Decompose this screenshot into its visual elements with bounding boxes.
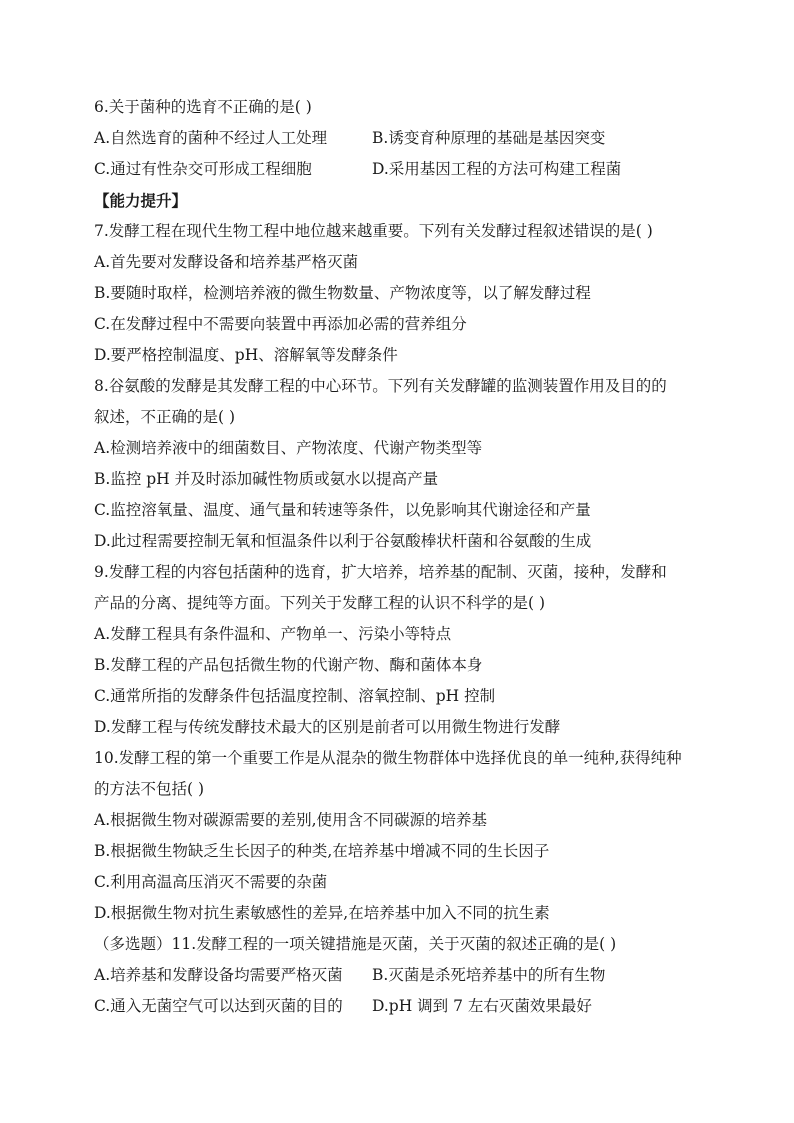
q11-option-d: D.pH 调到 7 左右灭菌效果最好: [372, 997, 592, 1015]
q9-stem-line-2: 产品的分离、提纯等方面。下列关于发酵工程的认识不科学的是( ): [94, 594, 546, 612]
q6-options-row-2: [94, 154, 714, 185]
q10-option-d: D.根据微生物对抗生素敏感性的差异,在培养基中加入不同的抗生素: [94, 904, 550, 922]
q11-option-b: B.灭菌是杀死培养基中的所有生物: [372, 966, 606, 984]
q8-stem-line-2: 叙述，不正确的是( ): [94, 408, 236, 426]
q6-options-row-1: [94, 123, 714, 154]
q8-option-d: D.此过程需要控制无氧和恒温条件以利于谷氨酸棒状杆菌和谷氨酸的生成: [94, 532, 592, 550]
q6-option-b: B.诱变育种原理的基础是基因突变: [372, 129, 606, 147]
q9-option-d: D.发酵工程与传统发酵技术最大的区别是前者可以用微生物进行发酵: [94, 718, 561, 736]
q10-option-c: C.利用高温高压消灭不需要的杂菌: [94, 873, 328, 891]
q11-option-c: C.通入无菌空气可以达到灭菌的目的: [94, 997, 343, 1015]
q7-option-c: C.在发酵过程中不需要向装置中再添加必需的营养组分: [94, 315, 467, 333]
q9-option-a: A.发酵工程具有条件温和、产物单一、污染小等特点: [94, 625, 452, 643]
q9-option-c: C.通常所指的发酵条件包括温度控制、溶氧控制、pH 控制: [94, 687, 496, 705]
q6-option-c: C.通过有性杂交可形成工程细胞: [94, 160, 312, 178]
q10-option-b: B.根据微生物缺乏生长因子的种类,在培养基中增减不同的生长因子: [94, 842, 550, 860]
q8-option-a: A.检测培养液中的细菌数目、产物浓度、代谢产物类型等: [94, 439, 483, 457]
q6-stem: 6.关于菌种的选育不正确的是( ): [94, 98, 312, 116]
q7-option-a: A.首先要对发酵设备和培养基严格灭菌: [94, 253, 359, 271]
q8-option-c: C.监控溶氧量、温度、通气量和转速等条件，以免影响其代谢途径和产量: [94, 501, 591, 519]
q10-stem-line-1: 10.发酵工程的第一个重要工作是从混杂的微生物群体中选择优良的单一纯种,获得纯种: [94, 749, 682, 767]
q10-option-a: A.根据微生物对碳源需要的差别,使用含不同碳源的培养基: [94, 811, 488, 829]
q11-option-a: A.培养基和发酵设备均需要严格灭菌: [94, 966, 343, 984]
q11-options-row-1: [94, 960, 714, 991]
q7-option-b: B.要随时取样，检测培养液的微生物数量、产物浓度等，以了解发酵过程: [94, 284, 591, 302]
q7-option-d: D.要严格控制温度、pH、溶解氧等发酵条件: [94, 346, 398, 364]
q10-stem-line-2: 的方法不包括( ): [94, 780, 205, 798]
q7-stem: 7.发酵工程在现代生物工程中地位越来越重要。下列有关发酵过程叙述错误的是( ): [94, 222, 653, 240]
q9-stem-line-1: 9.发酵工程的内容包括菌种的选育，扩大培养，培养基的配制、灭菌，接种，发酵和: [94, 563, 667, 581]
q8-option-b: B.监控 pH 并及时添加碱性物质或氨水以提高产量: [94, 470, 439, 488]
q6-option-d: D.采用基因工程的方法可构建工程菌: [372, 160, 622, 178]
q9-option-b: B.发酵工程的产品包括微生物的代谢产物、酶和菌体本身: [94, 656, 483, 674]
section-title: 【能力提升】: [94, 191, 188, 210]
q6-option-a: A.自然选育的菌种不经过人工处理: [94, 129, 328, 147]
q11-stem: （多选题）11.发酵工程的一项关键措施是灭菌，关于灭菌的叙述正确的是( ): [94, 935, 617, 953]
q11-options-row-2: [94, 991, 714, 1022]
q8-stem-line-1: 8.谷氨酸的发酵是其发酵工程的中心环节。下列有关发酵罐的监测装置作用及目的的: [94, 377, 667, 395]
worksheet-page: [94, 92, 714, 1022]
